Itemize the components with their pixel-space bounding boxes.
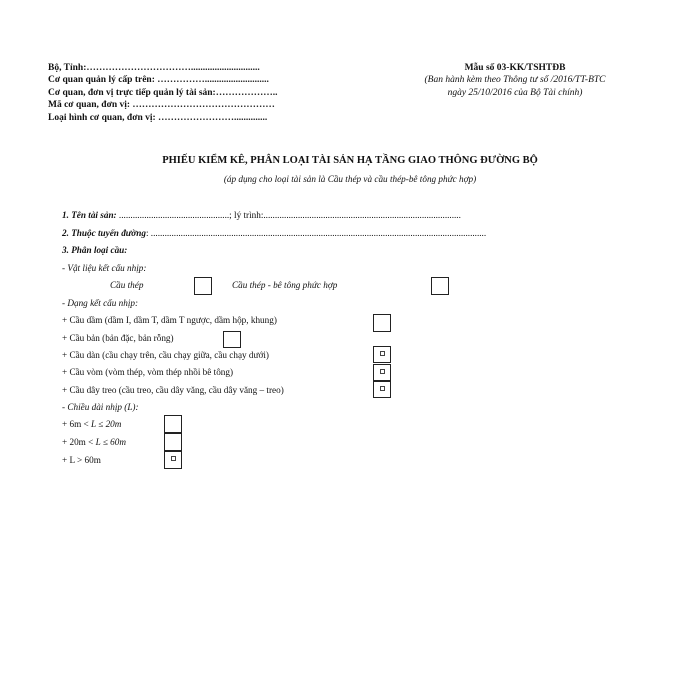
cable-bridge-label: + Cầu dây treo (cầu treo, cầu dây văng, cầu dây văng – treo) xyxy=(62,385,284,395)
asset-name-label: 1. Tên tài sản: xyxy=(62,210,117,220)
structure-heading: - Dạng kết cấu nhịp: xyxy=(62,298,139,308)
steel-bridge-label: Cầu thép xyxy=(110,280,144,290)
span-option-2 xyxy=(62,437,126,447)
form-code: Mẫu số 03-KK/TSHTĐB xyxy=(464,63,566,73)
classification-heading: 3. Phân loại cầu: xyxy=(62,245,128,255)
page-subtitle: (áp dụng cho loại tài sản là Cầu thép và cầu thép-bê tông phức hợp) xyxy=(223,174,477,184)
span-option-1-var: L xyxy=(91,419,96,429)
span-option-2-prefix: + 20m < xyxy=(62,437,96,447)
slab-bridge-checkbox[interactable] xyxy=(223,331,241,348)
cable-bridge-checkbox[interactable] xyxy=(373,381,391,398)
route-field[interactable]: : .................................................................................................................................................. xyxy=(145,228,487,238)
checkbox-marker-icon xyxy=(380,386,385,391)
asset-name-field[interactable]: ................................................; lý trình:...................................................................................... xyxy=(116,210,461,220)
route-row xyxy=(62,228,486,238)
span-over-60-checkbox[interactable] xyxy=(164,451,182,469)
superior-agency-line: Cơ quan quản lý cấp trên: ……………........................... xyxy=(48,75,269,86)
composite-bridge-label: Cầu thép - bê tông phức hợp xyxy=(232,280,338,290)
span-option-3 xyxy=(62,455,101,465)
checkbox-marker-icon xyxy=(380,369,385,374)
agency-type-line: Loại hình cơ quan, đơn vị: …………………….............. xyxy=(48,112,268,123)
span-option-3-prefix: + L > 60m xyxy=(62,455,101,465)
header-form-block xyxy=(405,62,625,99)
girder-bridge-label: + Cầu dầm (dầm I, dầm T, dầm T ngược, dầm hộp, khung) xyxy=(62,315,277,325)
span-20-60-checkbox[interactable] xyxy=(164,433,182,451)
span-option-2-var: L xyxy=(95,437,101,447)
arch-bridge-checkbox[interactable] xyxy=(373,364,391,381)
issued-date-line: ngày 25/10/2016 của Bộ Tài chính) xyxy=(447,87,583,98)
girder-bridge-checkbox[interactable] xyxy=(373,314,391,332)
managing-agency-line: Cơ quan, đơn vị trực tiếp quản lý tài sản:……………….. xyxy=(48,87,278,98)
span-6-20-checkbox[interactable] xyxy=(164,415,182,433)
composite-bridge-checkbox[interactable] xyxy=(431,277,449,295)
header-agency-block xyxy=(48,62,277,124)
steel-bridge-checkbox[interactable] xyxy=(194,277,212,295)
agency-code-line: Mã cơ quan, đơn vị: ……………………………………… xyxy=(48,100,275,111)
span-option-1 xyxy=(62,419,121,429)
material-heading: - Vật liệu kết cấu nhịp: xyxy=(62,263,147,273)
route-label: 2. Thuộc tuyến đường xyxy=(62,228,146,238)
checkbox-marker-icon xyxy=(171,456,176,461)
issued-by-line: (Ban hành kèm theo Thông tư số /2016/TT-BTC xyxy=(424,75,606,86)
span-option-1-prefix: + 6m < xyxy=(62,419,91,429)
slab-bridge-label: + Cầu bản (bản đặc, bản rỗng) xyxy=(62,333,174,343)
span-heading: - Chiều dài nhịp (L): xyxy=(62,402,139,412)
span-option-1-suffix: ≤ 20m xyxy=(95,419,122,429)
asset-name-row xyxy=(62,210,461,220)
truss-bridge-label: + Cầu dàn (cầu chạy trên, cầu chạy giữa, cầu chạy dưới) xyxy=(62,350,269,360)
span-option-2-suffix: ≤ 60m xyxy=(100,437,127,447)
truss-bridge-checkbox[interactable] xyxy=(373,346,391,363)
checkbox-marker-icon xyxy=(380,351,385,356)
ministry-line: Bộ, Tỉnh:……………………………............................. xyxy=(48,63,260,73)
arch-bridge-label: + Cầu vòm (vòm thép, vòm thép nhồi bê tông) xyxy=(62,367,234,377)
page-title: PHIẾU KIỂM KÊ, PHÂN LOẠI TÀI SẢN HẠ TẦNG GIAO THÔNG ĐƯỜNG BỘ xyxy=(162,155,538,166)
